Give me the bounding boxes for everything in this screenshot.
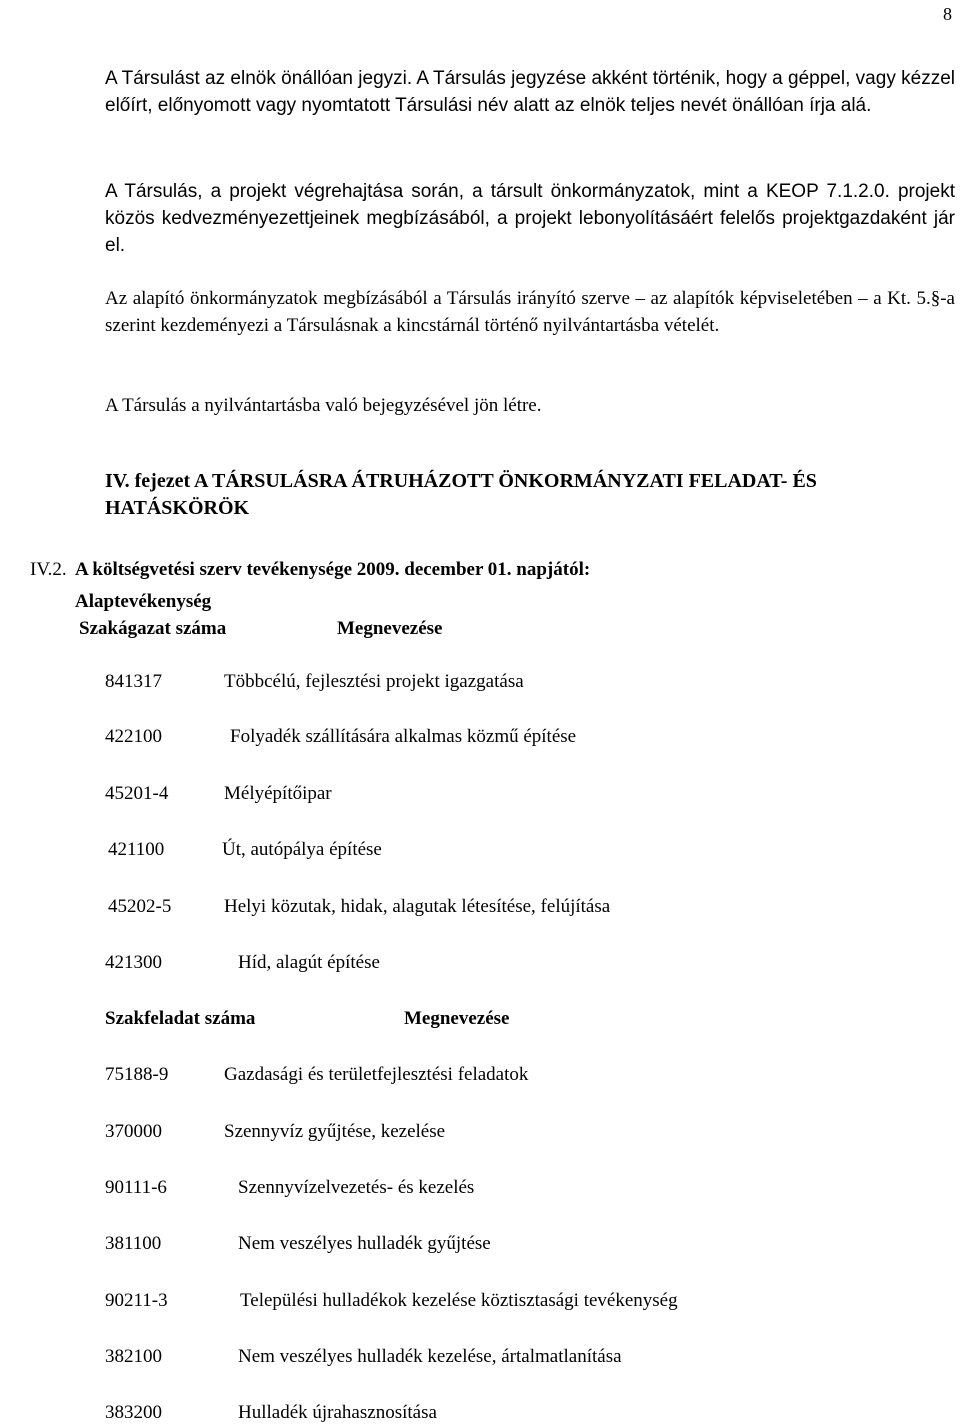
table2-row-name: Települési hulladékok kezelése köztisztasági tevékenység	[240, 1290, 678, 1311]
chapter-heading-line2: HATÁSKÖRÖK	[105, 497, 250, 519]
table2-row-code: 90111-6	[105, 1177, 167, 1198]
table2-row-name: Nem veszélyes hulladék kezelése, ártalmatlanítása	[238, 1346, 622, 1367]
table1-row-name: Többcélú, fejlesztési projekt igazgatása	[224, 671, 524, 692]
table1-row-code: 841317	[105, 671, 162, 692]
table2-row-code: 370000	[105, 1121, 162, 1142]
table1-header-name: Megnevezése	[337, 618, 443, 639]
table1-row-name: Helyi közutak, hidak, alagutak létesítése, felújítása	[224, 896, 611, 917]
section-number: IV.2.	[30, 559, 67, 580]
table1-header-code: Szakágazat száma	[79, 618, 227, 639]
table1-row-name: Híd, alagút építése	[238, 952, 380, 973]
paragraph-project: A Társulás, a projekt végrehajtása során, a társult önkormányzatok, mint a KEOP 7.1.2.0. projekt közös kedvezményezettjeinek megbízásából, a projekt lebonyolításáért felelős projektgazdaként jár el.	[105, 181, 955, 256]
chapter-heading	[105, 468, 817, 522]
table1-row-name: Út, autópálya építése	[222, 839, 382, 860]
table2-row-code: 382100	[105, 1346, 162, 1367]
section-title: A költségvetési szerv tevékenysége 2009. december 01. napjától:	[75, 559, 591, 580]
table1-row-code: 45202-5	[108, 896, 172, 917]
chapter-heading-line1: IV. fejezet A TÁRSULÁSRA ÁTRUHÁZOTT ÖNKORMÁNYZATI FELADAT- ÉS	[105, 470, 817, 492]
table2-row-code: 381100	[105, 1233, 162, 1254]
table2-row-name: Gazdasági és területfejlesztési feladatok	[224, 1064, 529, 1085]
table2-header-code: Szakfeladat száma	[105, 1008, 256, 1029]
table1-row-code: 45201-4	[105, 783, 169, 804]
table2-row-code: 90211-3	[105, 1290, 168, 1311]
page-number: 8	[943, 4, 952, 24]
table1-row-code: 421300	[105, 952, 162, 973]
paragraph-registration: A Társulás a nyilvántartásba való bejegyzésével jön létre.	[105, 395, 542, 416]
table1-row-code: 422100	[105, 726, 162, 747]
table2-header-name: Megnevezése	[404, 1008, 510, 1029]
table2-row-name: Hulladék újrahasznosítása	[238, 1402, 437, 1423]
table2-row-name: Szennyvíz gyűjtése, kezelése	[224, 1121, 446, 1142]
table2-row-name: Nem veszélyes hulladék gyűjtése	[238, 1233, 491, 1254]
paragraph-signature: A Társulást az elnök önállóan jegyzi. A Társulás jegyzése akként történik, hogy a géppel, vagy kézzel előírt, előnyomott vagy nyomtatott Társulási név alatt az elnök teljes nevét önállóan írja alá.	[105, 68, 955, 116]
table1-row-code: 421100	[108, 839, 165, 860]
table2-row-code: 75188-9	[105, 1064, 169, 1085]
section-subtitle: Alaptevékenység	[75, 591, 212, 612]
table2-row-name: Szennyvízelvezetés- és kezelés	[238, 1177, 475, 1198]
table1-row-name: Folyadék szállítására alkalmas közmű építése	[230, 726, 577, 747]
table2-row-code: 383200	[105, 1402, 162, 1423]
table1-row-name: Mélyépítőipar	[224, 783, 332, 804]
paragraph-founders: Az alapító önkormányzatok megbízásából a Társulás irányító szerve – az alapítók képviseletében – a Kt. 5.§-a szerint kezdeményezi a Társulásnak a kincstárnál történő nyilvántartásba vételét.	[105, 288, 955, 336]
